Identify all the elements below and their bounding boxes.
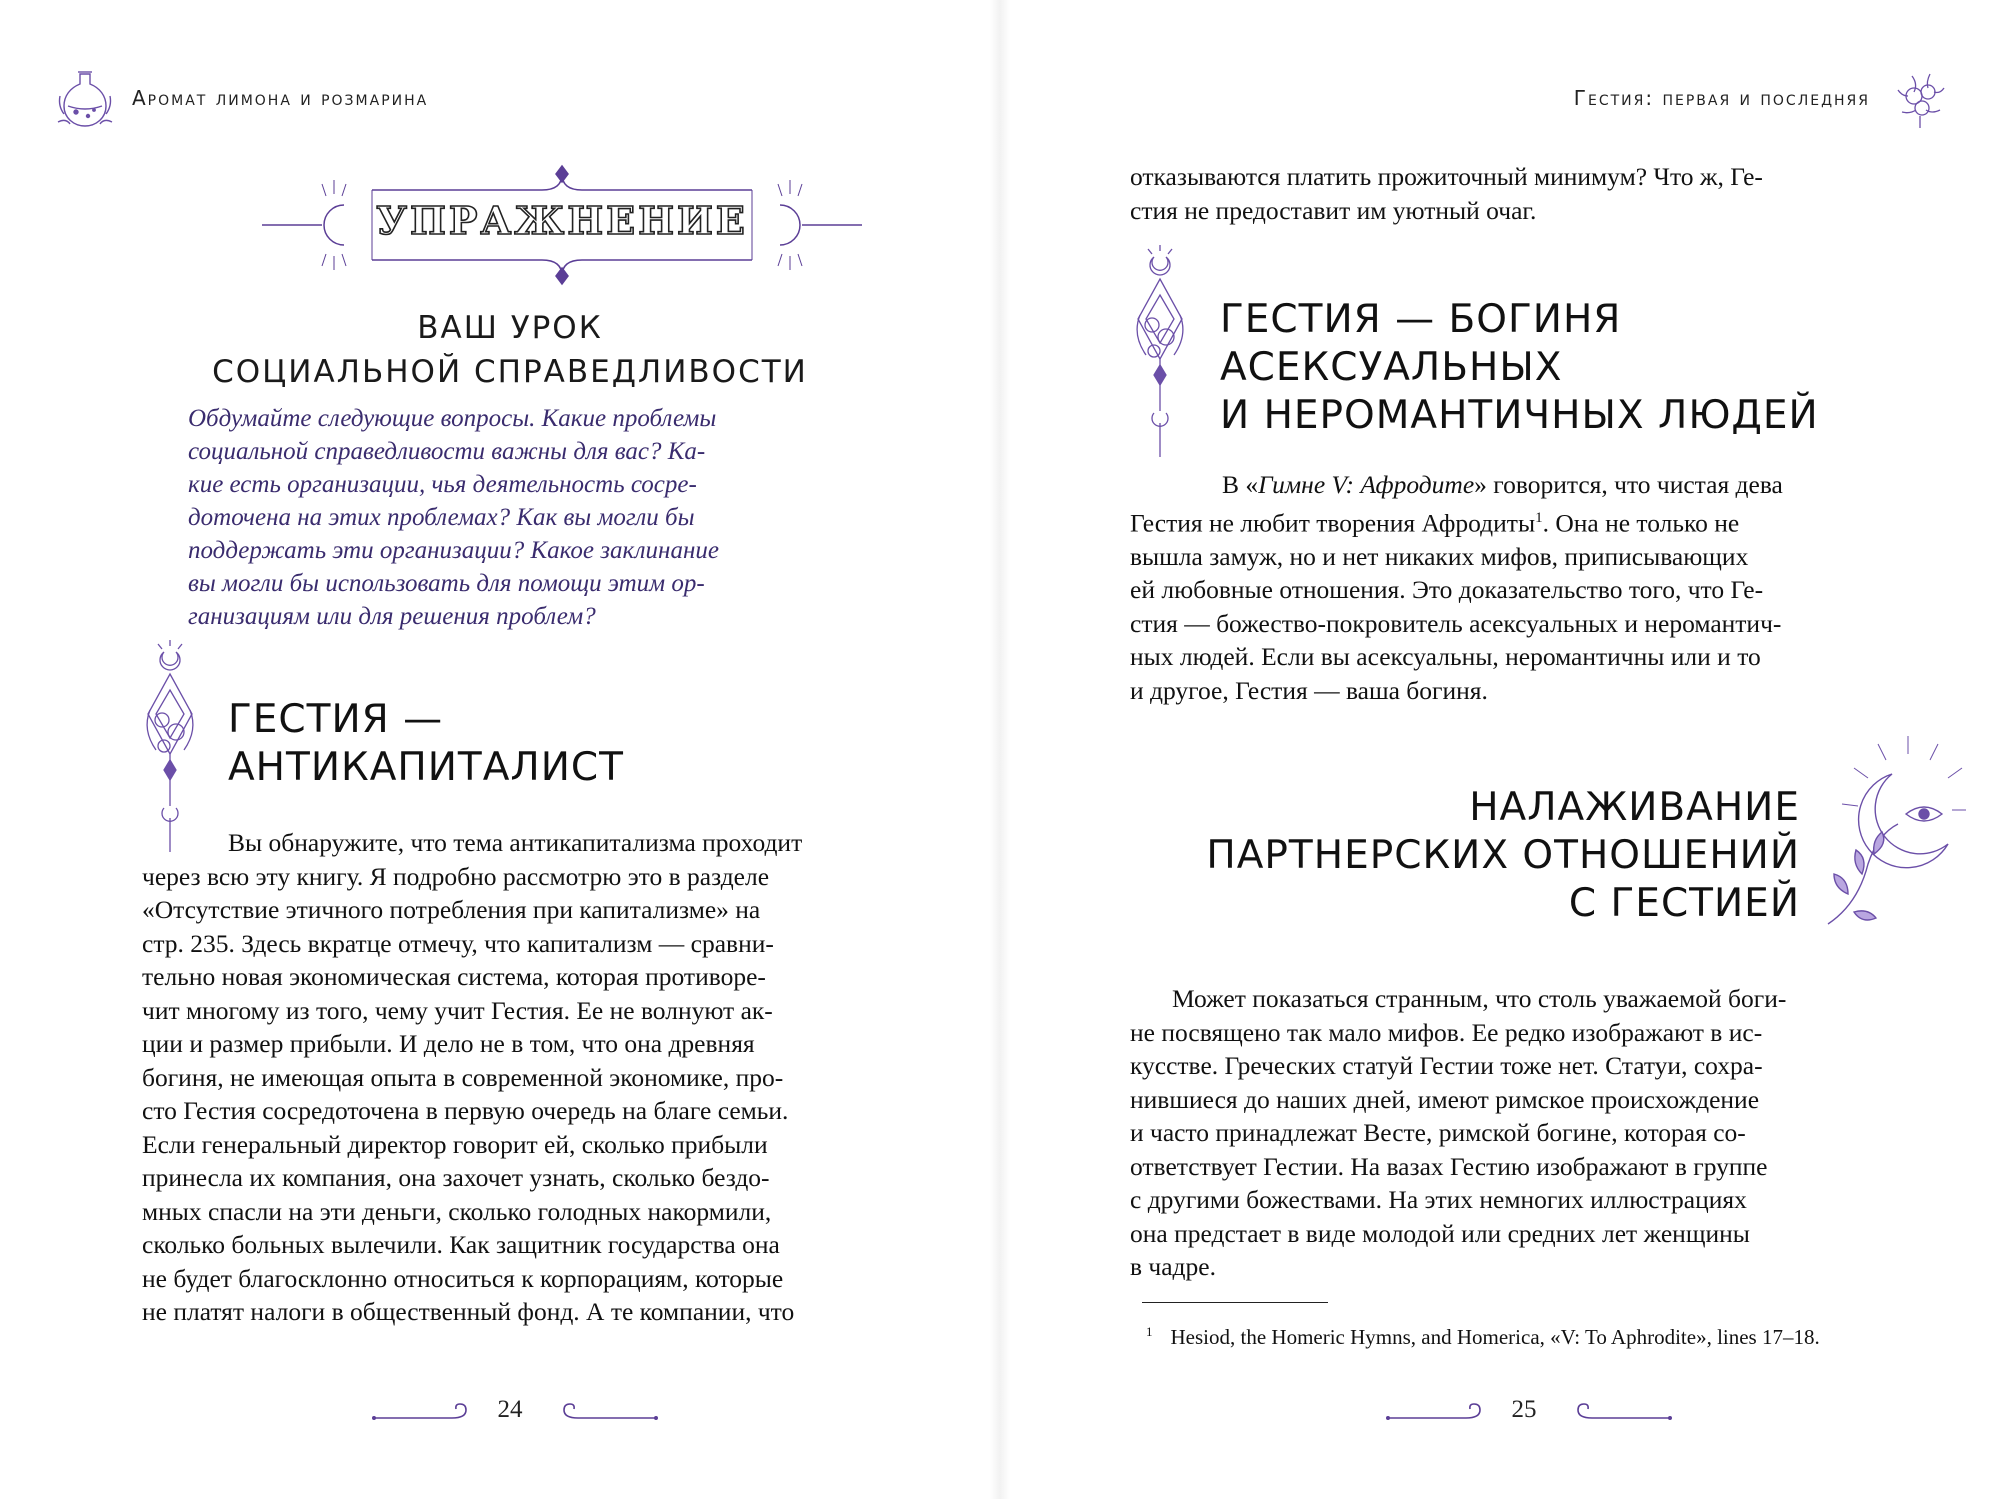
section-heading-anticapitalist	[228, 696, 624, 792]
exercise-line: поддержать эти организации? Какое заклинание	[188, 537, 719, 564]
section-heading-partnership	[1206, 784, 1800, 928]
exercise-line: ганизациям или для решения проблем?	[188, 603, 596, 630]
exercise-line: вы могли бы использовать для помощи этим ор-	[188, 570, 705, 597]
body-line: Может показаться странным, что столь уважаемой боги-	[1172, 984, 1787, 1013]
body-line: принесла их компания, она захочет узнать, сколько бездо-	[142, 1163, 770, 1192]
body-line: и часто принадлежат Весте, римской богине, которая со-	[1130, 1118, 1746, 1147]
exercise-label: УПРАЖНЕНИЕ	[376, 198, 748, 243]
folio-ornament-right	[1386, 1398, 1496, 1424]
right-page	[1000, 0, 2000, 1499]
body-line: кусстве. Греческих статуй Гестии тоже нет. Статуи, сохра-	[1130, 1051, 1763, 1080]
body-line: отказываются платить прожиточный минимум? Что ж, Ге-	[1130, 162, 1763, 191]
body-text-partnership	[1130, 982, 1786, 1284]
page-number-right: 25	[1511, 1396, 1537, 1423]
body-line: Если генеральный директор говорит ей, сколько прибыли	[142, 1129, 768, 1159]
body-line: через всю эту книгу. Я подробно рассмотрю это в разделе	[142, 861, 770, 891]
body-line: сто Гестия сосредоточена в первую очередь на благе семьи.	[142, 1096, 789, 1125]
body-line: чит многому из того, чему учит Гестия. Ее не волнуют ак-	[142, 995, 773, 1025]
section-heading-line: ПАРТНЕРСКИХ ОТНОШЕНИЙ	[1206, 833, 1800, 878]
footnote-text: Hesiod, the Homeric Hymns, and Homerica, «V: To Aphrodite», lines 17–18.	[1170, 1325, 1820, 1349]
body-text-asexual	[1130, 468, 1783, 707]
body-line: сколько больных вылечили. Как защитник государства она	[142, 1230, 780, 1259]
body-line: стия — божество-покровитель асексуальных и неромантич-	[1130, 608, 1782, 638]
footnote-ref[interactable]: 1	[1535, 509, 1543, 526]
footnote-number: 1	[1146, 1324, 1153, 1339]
folio-ornament-left-2	[548, 1398, 658, 1424]
body-line: Вы обнаружите, что тема антикапитализма проходит	[228, 828, 803, 857]
body-line: стр. 235. Здесь вкратце отмечу, что капитализм — сравни-	[142, 928, 774, 958]
body-line: она предстает в виде молодой или средних лет женщины	[1130, 1218, 1750, 1248]
body-line: тельно новая экономическая система, которая противоре-	[142, 962, 766, 991]
running-head-left: Аромат лимона и розмарина	[132, 86, 429, 110]
moon-flower-ornament-icon	[140, 640, 200, 855]
section-heading-line: НАЛАЖИВАНИЕ	[1469, 785, 1800, 830]
body-line: ных людей. Если вы асексуальны, неромантичны или и то	[1130, 642, 1761, 671]
exercise-subtitle-line-2: СОЦИАЛЬНОЙ СПРАВЕДЛИВОСТИ	[212, 354, 808, 390]
floral-bouquet-icon	[1892, 66, 1950, 130]
hymn-title: Гимне V: Афродите	[1258, 470, 1475, 499]
folio-ornament-left	[372, 1398, 482, 1424]
body-line: богиня, не имеющая опыта в современной экономике, про-	[142, 1062, 784, 1092]
body-line: и другое, Гестия — ваша богиня.	[1130, 675, 1488, 705]
body-line	[1130, 468, 1783, 502]
body-fragment: » говорится, что чистая дева	[1474, 470, 1783, 499]
body-line	[1130, 502, 1783, 540]
exercise-line: кие есть организации, чья деятельность сосре-	[188, 471, 697, 498]
body-line: не посвящено так мало мифов. Ее редко изображают в ис-	[1130, 1017, 1763, 1047]
section-heading-line: ГЕСТИЯ —	[228, 697, 444, 742]
body-fragment: . Она не только не	[1542, 508, 1740, 537]
page-number-left: 24	[497, 1396, 523, 1423]
body-line: не будет благосклонно относиться к корпорациям, которые	[142, 1263, 784, 1293]
body-line: с другими божествами. На этих немногих иллюстрациях	[1130, 1185, 1747, 1214]
section-heading-asexual	[1220, 296, 1819, 440]
exercise-line: социальной справедливости важны для вас? Ка-	[188, 438, 706, 465]
body-line: вышла замуж, но и нет никаких мифов, приписывающих	[1130, 541, 1749, 571]
running-head-right: Гестия: первая и последняя	[1573, 86, 1870, 110]
folio-ornament-right-2	[1562, 1398, 1672, 1424]
body-fragment: В «	[1222, 470, 1259, 499]
section-heading-line: И НЕРОМАНТИЧНЫХ ЛЮДЕЙ	[1220, 393, 1819, 438]
body-line: мных спасли на эти деньги, сколько голодных накормили,	[142, 1196, 772, 1226]
section-heading-line: АНТИКАПИТАЛИСТ	[228, 745, 624, 790]
body-line: «Отсутствие этичного потребления при капитализме» на	[142, 895, 761, 924]
section-heading-line: С ГЕСТИЕЙ	[1568, 881, 1800, 926]
potion-bottle-icon	[56, 66, 114, 130]
moon-flower-ornament-icon	[1130, 245, 1190, 460]
body-line: стия не предоставит им уютный очаг.	[1130, 195, 1537, 225]
exercise-line: Обдумайте следующие вопросы. Какие проблемы	[188, 405, 717, 432]
body-line: ей любовные отношения. Это доказательство того, что Ге-	[1130, 575, 1764, 604]
body-text-left	[142, 826, 802, 1329]
exercise-subtitle-line-1: ВАШ УРОК	[417, 310, 603, 346]
body-line: в чадре.	[1130, 1252, 1216, 1281]
section-heading-line: ГЕСТИЯ — БОГИНЯ	[1220, 297, 1622, 342]
crescent-moon-eye-icon	[1818, 734, 1968, 934]
body-line: не платят налоги в общественный фонд. А те компании, что	[142, 1297, 795, 1326]
body-line: ции и размер прибыли. И дело не в том, что она древняя	[142, 1029, 755, 1058]
exercise-line: доточена на этих проблемах? Как вы могли бы	[188, 504, 695, 531]
continuation-text	[1130, 160, 1763, 227]
body-line: ответствует Гестии. На вазах Гестию изображают в группе	[1130, 1151, 1768, 1181]
body-fragment: Гестия не любит творения Афродиты	[1130, 508, 1536, 537]
footnote	[1146, 1324, 1820, 1350]
body-line: нившиеся до наших дней, имеют римское происхождение	[1130, 1084, 1760, 1114]
exercise-prompt	[188, 402, 860, 633]
footnote-rule	[1142, 1302, 1328, 1303]
section-heading-line: АСЕКСУАЛЬНЫХ	[1220, 345, 1563, 390]
